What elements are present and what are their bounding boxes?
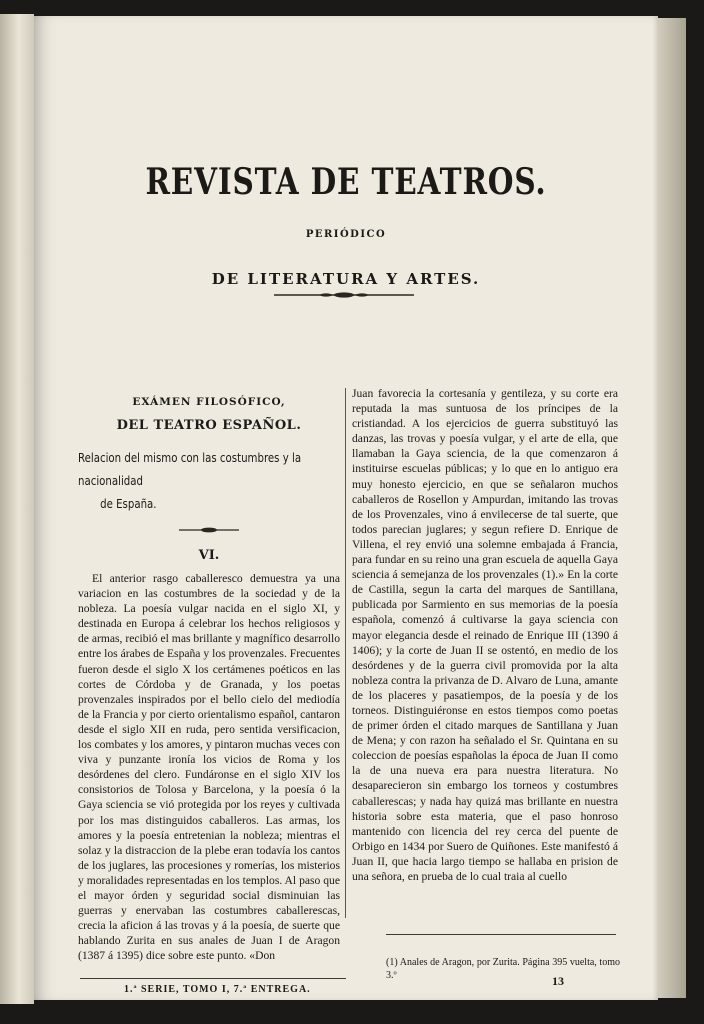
signature-divider xyxy=(80,978,346,979)
section-description-line2: de España. xyxy=(100,497,157,511)
section-description xyxy=(78,447,333,516)
footnote-divider xyxy=(386,934,616,935)
section-title: DEL TEATRO ESPAÑOL. xyxy=(116,418,302,433)
right-column xyxy=(352,386,618,884)
section-ornament-icon xyxy=(179,526,239,534)
masthead-ornament-icon xyxy=(274,290,414,300)
printer-signature: 1.ª SERIE, TOMO I, 7.ª ENTREGA. xyxy=(124,984,311,995)
section-description-line1: Relacion del mismo con las costumbres y la nacionalidad xyxy=(78,451,302,488)
column-divider xyxy=(345,388,346,918)
journal-subtitle-small: PERIÓDICO xyxy=(305,229,387,240)
page-number: 13 xyxy=(552,974,564,988)
right-column-text: Juan favorecia la cortesanía y gentileza, y su corte era reputada la mas suntuosa de los príncipes de la cristiandad. A los ejercicios de guerra substituyó las danzas, las trovas y poesía vulgar, y el arte de ella, que llamaban la Gaya sciencia, de la que comenzaron á instituirse escuelas públicas; y lo que en lo antiguo era muy honesto ejercicio, en que se señalaron muchos caballeros de Rosellon y Ampurdan, imitando las trovas de los Provenzales, vino á envilecerse de tal suerte, que todos parecian juglares; y segun refiere D. Enrique de Villena, el rey envió una solemne embajada á Francia, para fundar en su reino una gran escuela de aquella Gaya sciencia á semejanza de los provenzales (1).» En la corte de Castilla, segun la carta del marques de Santillana, publicada por Sarmiento en sus memorias de la poesía española, comenzó á cultivarse la gaya sciencia con mayor elegancia desde el reinado de Enrique III (1390 á 1406); y la corte de Juan II se ostentó, en medio de los desórdenes y de la guerra civil promovida por la alta nobleza contra la privanza de D. Alvaro de Luna, amante de los placeres y pasatiempos, de la poesía y de los torneos. Distinguiéronse en estos tiempos como poetas de primer órden el citado marques de Santillana y Juan de Mena; y con razon ha señalado el Sr. Quintana en su coleccion de poesías españolas la época de Juan II como la de una nueva era para nuestra literatura. No desaparecieron sin embargo los torneos y costumbres caballerescas; y nada hay quizá mas brillante en nuestra historia sobre esta materia, que el paso honroso mantenido con licencia del rey cerca del puente de Orbigo en 1434 por Suero de Quiñones. Este manifestó á Juan II, que hacia largo tiempo se hallaba en prision de una señora, en prueba de lo cual traia al cuello xyxy=(352,387,618,883)
journal-subtitle-large: DE LITERATURA Y ARTES. xyxy=(211,270,481,288)
masthead xyxy=(34,161,658,203)
section-label: EXÁMEN FILOSÓFICO, xyxy=(132,396,286,408)
left-column xyxy=(78,386,340,963)
previous-page-edge xyxy=(0,14,34,1004)
page xyxy=(34,16,658,1000)
footnote: (1) Anales de Aragon, por Zurita. Página 395 vuelta, tomo 3.º xyxy=(386,957,620,981)
page-stack-edge xyxy=(658,18,686,998)
left-column-text: El anterior rasgo caballeresco demuestra ya una variacion en las costumbres de la sociedad y de la nobleza. La poesía vulgar nacida en el siglo XI, y destinada en Europa á celebrar los hechos religiosos y de armas, recibió el mas brillante y magnífico desarrollo entre los árabes de España y los provenzales. Frecuentes fueron desde el siglo X los certámenes poéticos en las cortes de Córdoba y de Granada, y los poetas provenzales inspirados por el bello cielo del mediodía de la Francia y por cierto orientalismo español, cantaron desde el siglo XII en ruda, pero sentida versificacion, los combates y los amores, y pintaron muchas veces con viva y punzante ironía los vicios de Roma y los desórdenes del clero. Fundáronse en el siglo XIV los consistorios de Tolosa y Barcelona, y la poesía ó la Gaya sciencia se vió protegida por los reyes y cultivada por los mas distinguidos caballeros. Las armas, los amores y la poesía entretenian la nobleza; mientras el solaz y la distraccion de la plebe eran todavía los cantos de los juglares, las procesiones y romerías, los misterios y moralidades representadas en los templos. Al paso que el mayor órden y seguridad social disminuian las guerras y enervaban las costumbres caballerescas, crecia la aficion á las trovas y á la poesía, de suerte que hablando Zurita en sus anales de Juan I de Aragon (1387 á 1395) dice sobre este punto. «Don xyxy=(78,572,340,963)
chapter-number: VI. xyxy=(198,548,220,563)
journal-title: REVISTA DE TEATROS. xyxy=(145,161,547,203)
